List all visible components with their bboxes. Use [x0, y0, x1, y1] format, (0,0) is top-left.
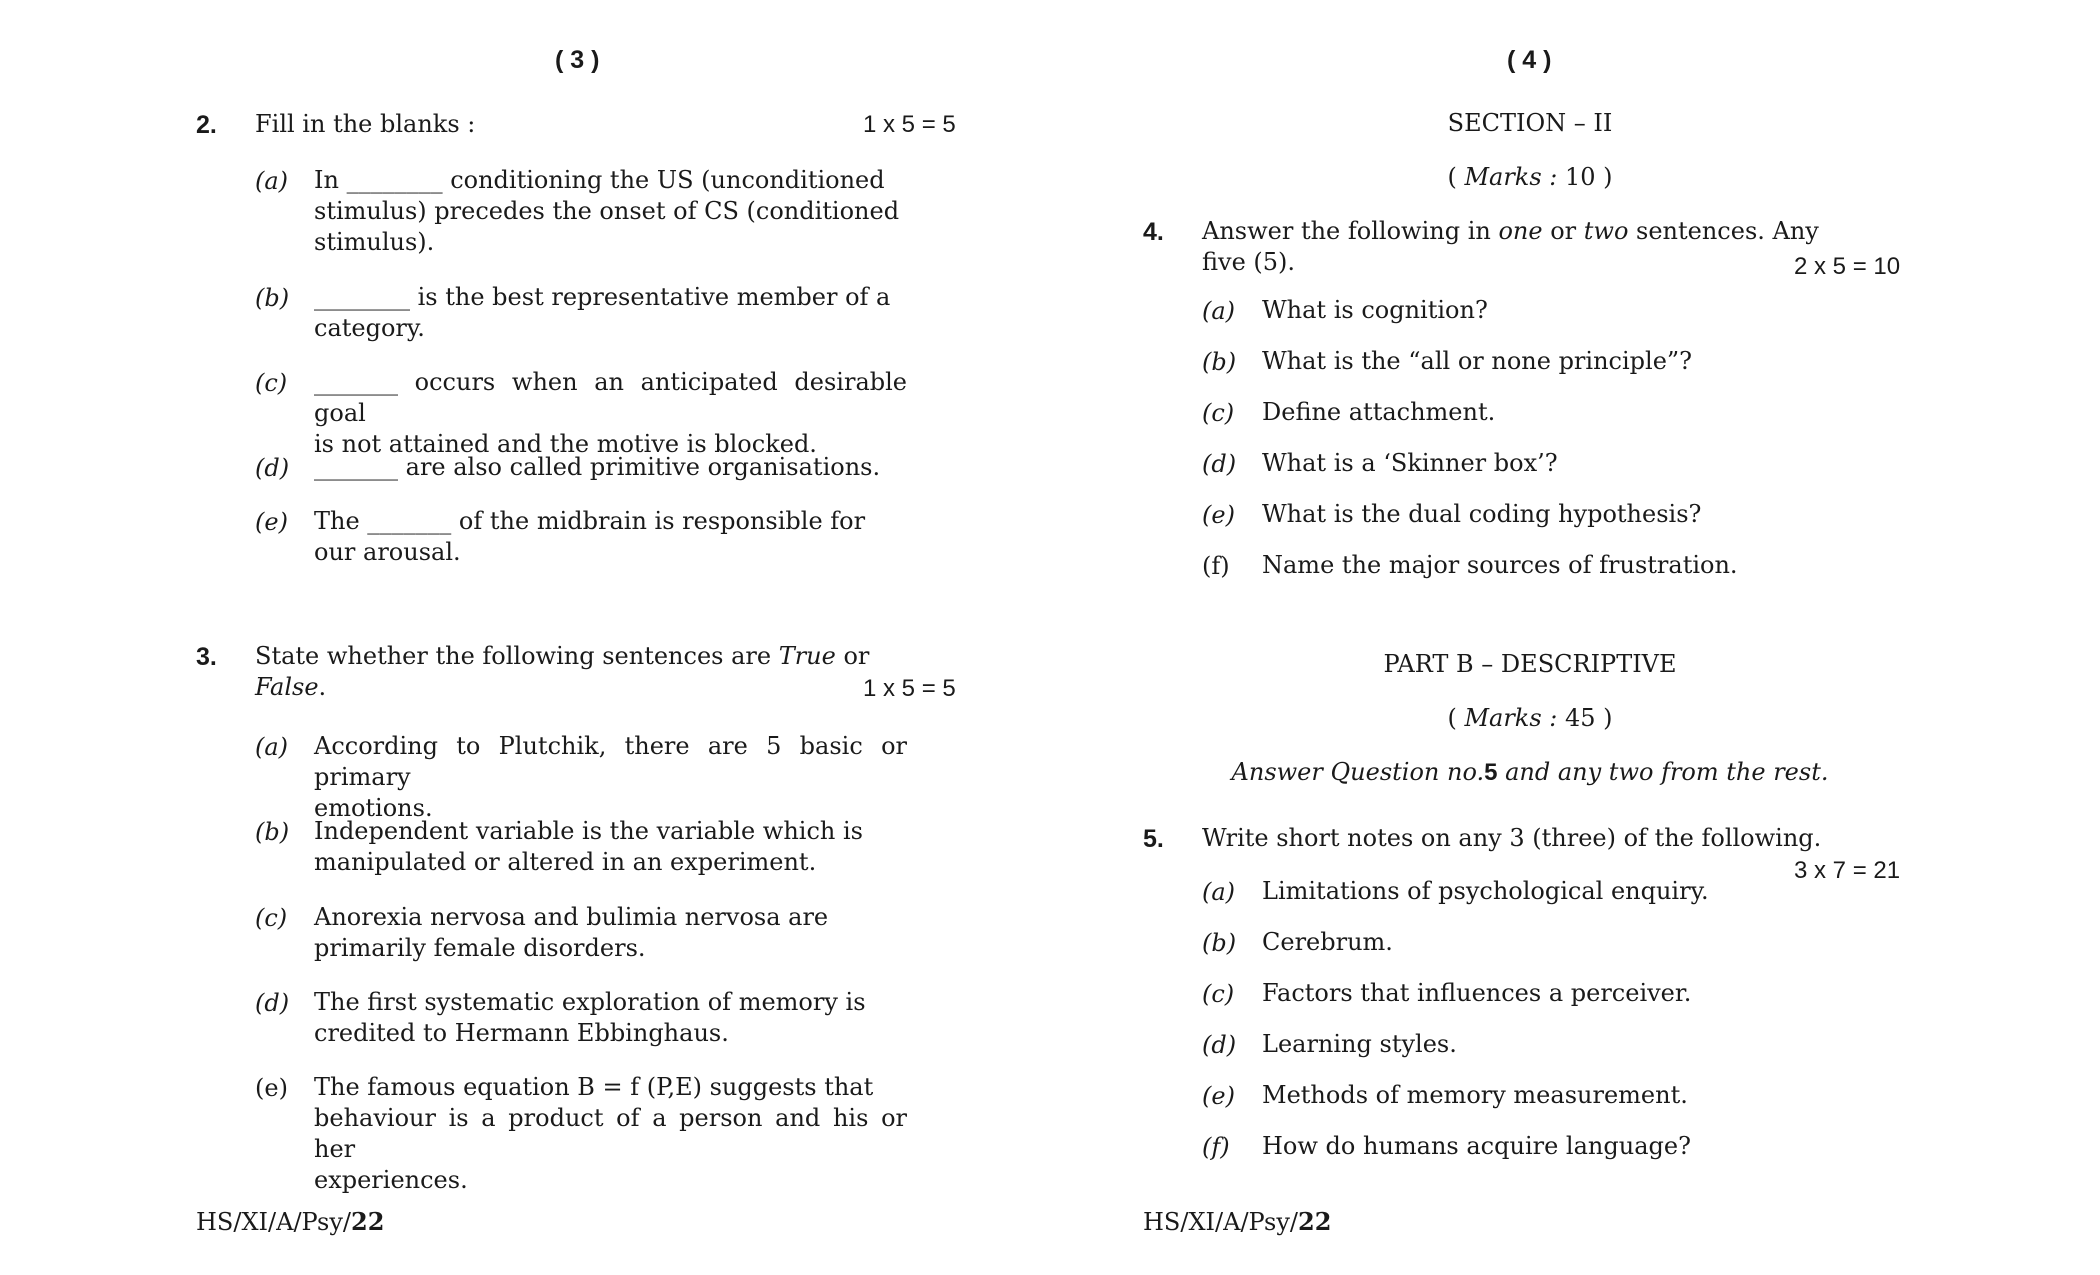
- item-label: (c): [255, 904, 288, 932]
- item-label: (a): [1202, 297, 1236, 325]
- item-label: (e): [255, 508, 288, 536]
- instruction: Answer Question no.5 and any two from the rest.: [1231, 758, 1829, 786]
- question-item: Limitations of psychological enquiry.: [1262, 877, 1709, 905]
- item-label: (a): [255, 167, 289, 195]
- item-label: (d): [1202, 450, 1237, 478]
- item-label: (c): [255, 369, 288, 397]
- question-item: The famous equation B = f (P,E) suggests that behaviour is a product of a person and his or her experiences.: [314, 1073, 907, 1194]
- question-item: According to Plutchik, there are 5 basic or primary emotions.: [314, 732, 907, 822]
- question-prompt: Write short notes on any 3 (three) of the following.: [1202, 824, 1822, 852]
- question-item: Define attachment.: [1262, 398, 1496, 426]
- item-label: (b): [255, 284, 290, 312]
- question-item: How do humans acquire language?: [1262, 1132, 1691, 1160]
- question-item: Learning styles.: [1262, 1030, 1457, 1058]
- question-item: Independent variable is the variable which is manipulated or altered in an experiment.: [314, 817, 863, 876]
- question-prompt: Fill in the blanks :: [255, 110, 476, 138]
- item-label: (b): [1202, 348, 1237, 376]
- question-number: 4.: [1143, 218, 1164, 246]
- marks-allocation: 2 x 5 = 10: [1794, 253, 1901, 280]
- page-footer: HS/XI/A/Psy/22: [196, 1207, 385, 1236]
- item-label: (b): [1202, 929, 1237, 957]
- item-label: (d): [255, 454, 290, 482]
- item-label: (d): [255, 989, 290, 1017]
- question-item: Factors that influences a perceiver.: [1262, 979, 1692, 1007]
- question-item: Name the major sources of frustration.: [1262, 551, 1738, 579]
- question-number: 3.: [196, 643, 217, 671]
- question-prompt: State whether the following sentences are True or False.: [255, 642, 870, 701]
- item-label: (a): [1202, 878, 1236, 906]
- page-footer: HS/XI/A/Psy/22: [1143, 1207, 1332, 1236]
- question-item: _______ occurs when an anticipated desirable goal is not attained and the motive is blocked.: [314, 368, 907, 458]
- question-item: In ________ conditioning the US (unconditioned stimulus) precedes the onset of CS (conditioned stimulus).: [314, 166, 900, 256]
- item-label: (d): [1202, 1031, 1237, 1059]
- item-label: (f): [1202, 1133, 1230, 1161]
- marks-allocation: 3 x 7 = 21: [1794, 857, 1901, 884]
- question-number: 2.: [196, 111, 217, 139]
- section-title: SECTION – II: [1447, 109, 1613, 137]
- question-number: 5.: [1143, 825, 1164, 853]
- page-number: ( 3 ): [555, 46, 600, 74]
- section-marks: ( Marks : 10 ): [1447, 163, 1613, 191]
- question-item: ________ is the best representative member of a category.: [314, 283, 891, 342]
- question-item: The _______ of the midbrain is responsible for our arousal.: [314, 507, 866, 566]
- item-label: (b): [255, 818, 290, 846]
- item-label: (c): [1202, 980, 1235, 1008]
- item-label: (e): [255, 1074, 288, 1102]
- question-item: What is cognition?: [1262, 296, 1488, 324]
- part-title: PART B – DESCRIPTIVE: [1383, 650, 1677, 678]
- item-label: (e): [1202, 1082, 1235, 1110]
- item-label: (c): [1202, 399, 1235, 427]
- page-number: ( 4 ): [1507, 46, 1552, 74]
- part-marks: ( Marks : 45 ): [1447, 704, 1613, 732]
- question-prompt: Answer the following in one or two sentences. Any five (5).: [1202, 217, 1819, 276]
- question-item: _______ are also called primitive organisations.: [314, 453, 881, 481]
- marks-allocation: 1 x 5 = 5: [863, 675, 956, 702]
- question-item: The first systematic exploration of memory is credited to Hermann Ebbinghaus.: [314, 988, 866, 1047]
- item-label: (e): [1202, 501, 1235, 529]
- question-item: Methods of memory measurement.: [1262, 1081, 1688, 1109]
- marks-allocation: 1 x 5 = 5: [863, 111, 956, 138]
- question-item: What is the “all or none principle”?: [1262, 347, 1693, 375]
- item-label: (a): [255, 733, 289, 761]
- item-label: (f): [1202, 552, 1230, 580]
- question-item: Cerebrum.: [1262, 928, 1393, 956]
- question-item: Anorexia nervosa and bulimia nervosa are primarily female disorders.: [314, 903, 829, 962]
- question-item: What is the dual coding hypothesis?: [1262, 500, 1702, 528]
- question-item: What is a ‘Skinner box’?: [1262, 449, 1558, 477]
